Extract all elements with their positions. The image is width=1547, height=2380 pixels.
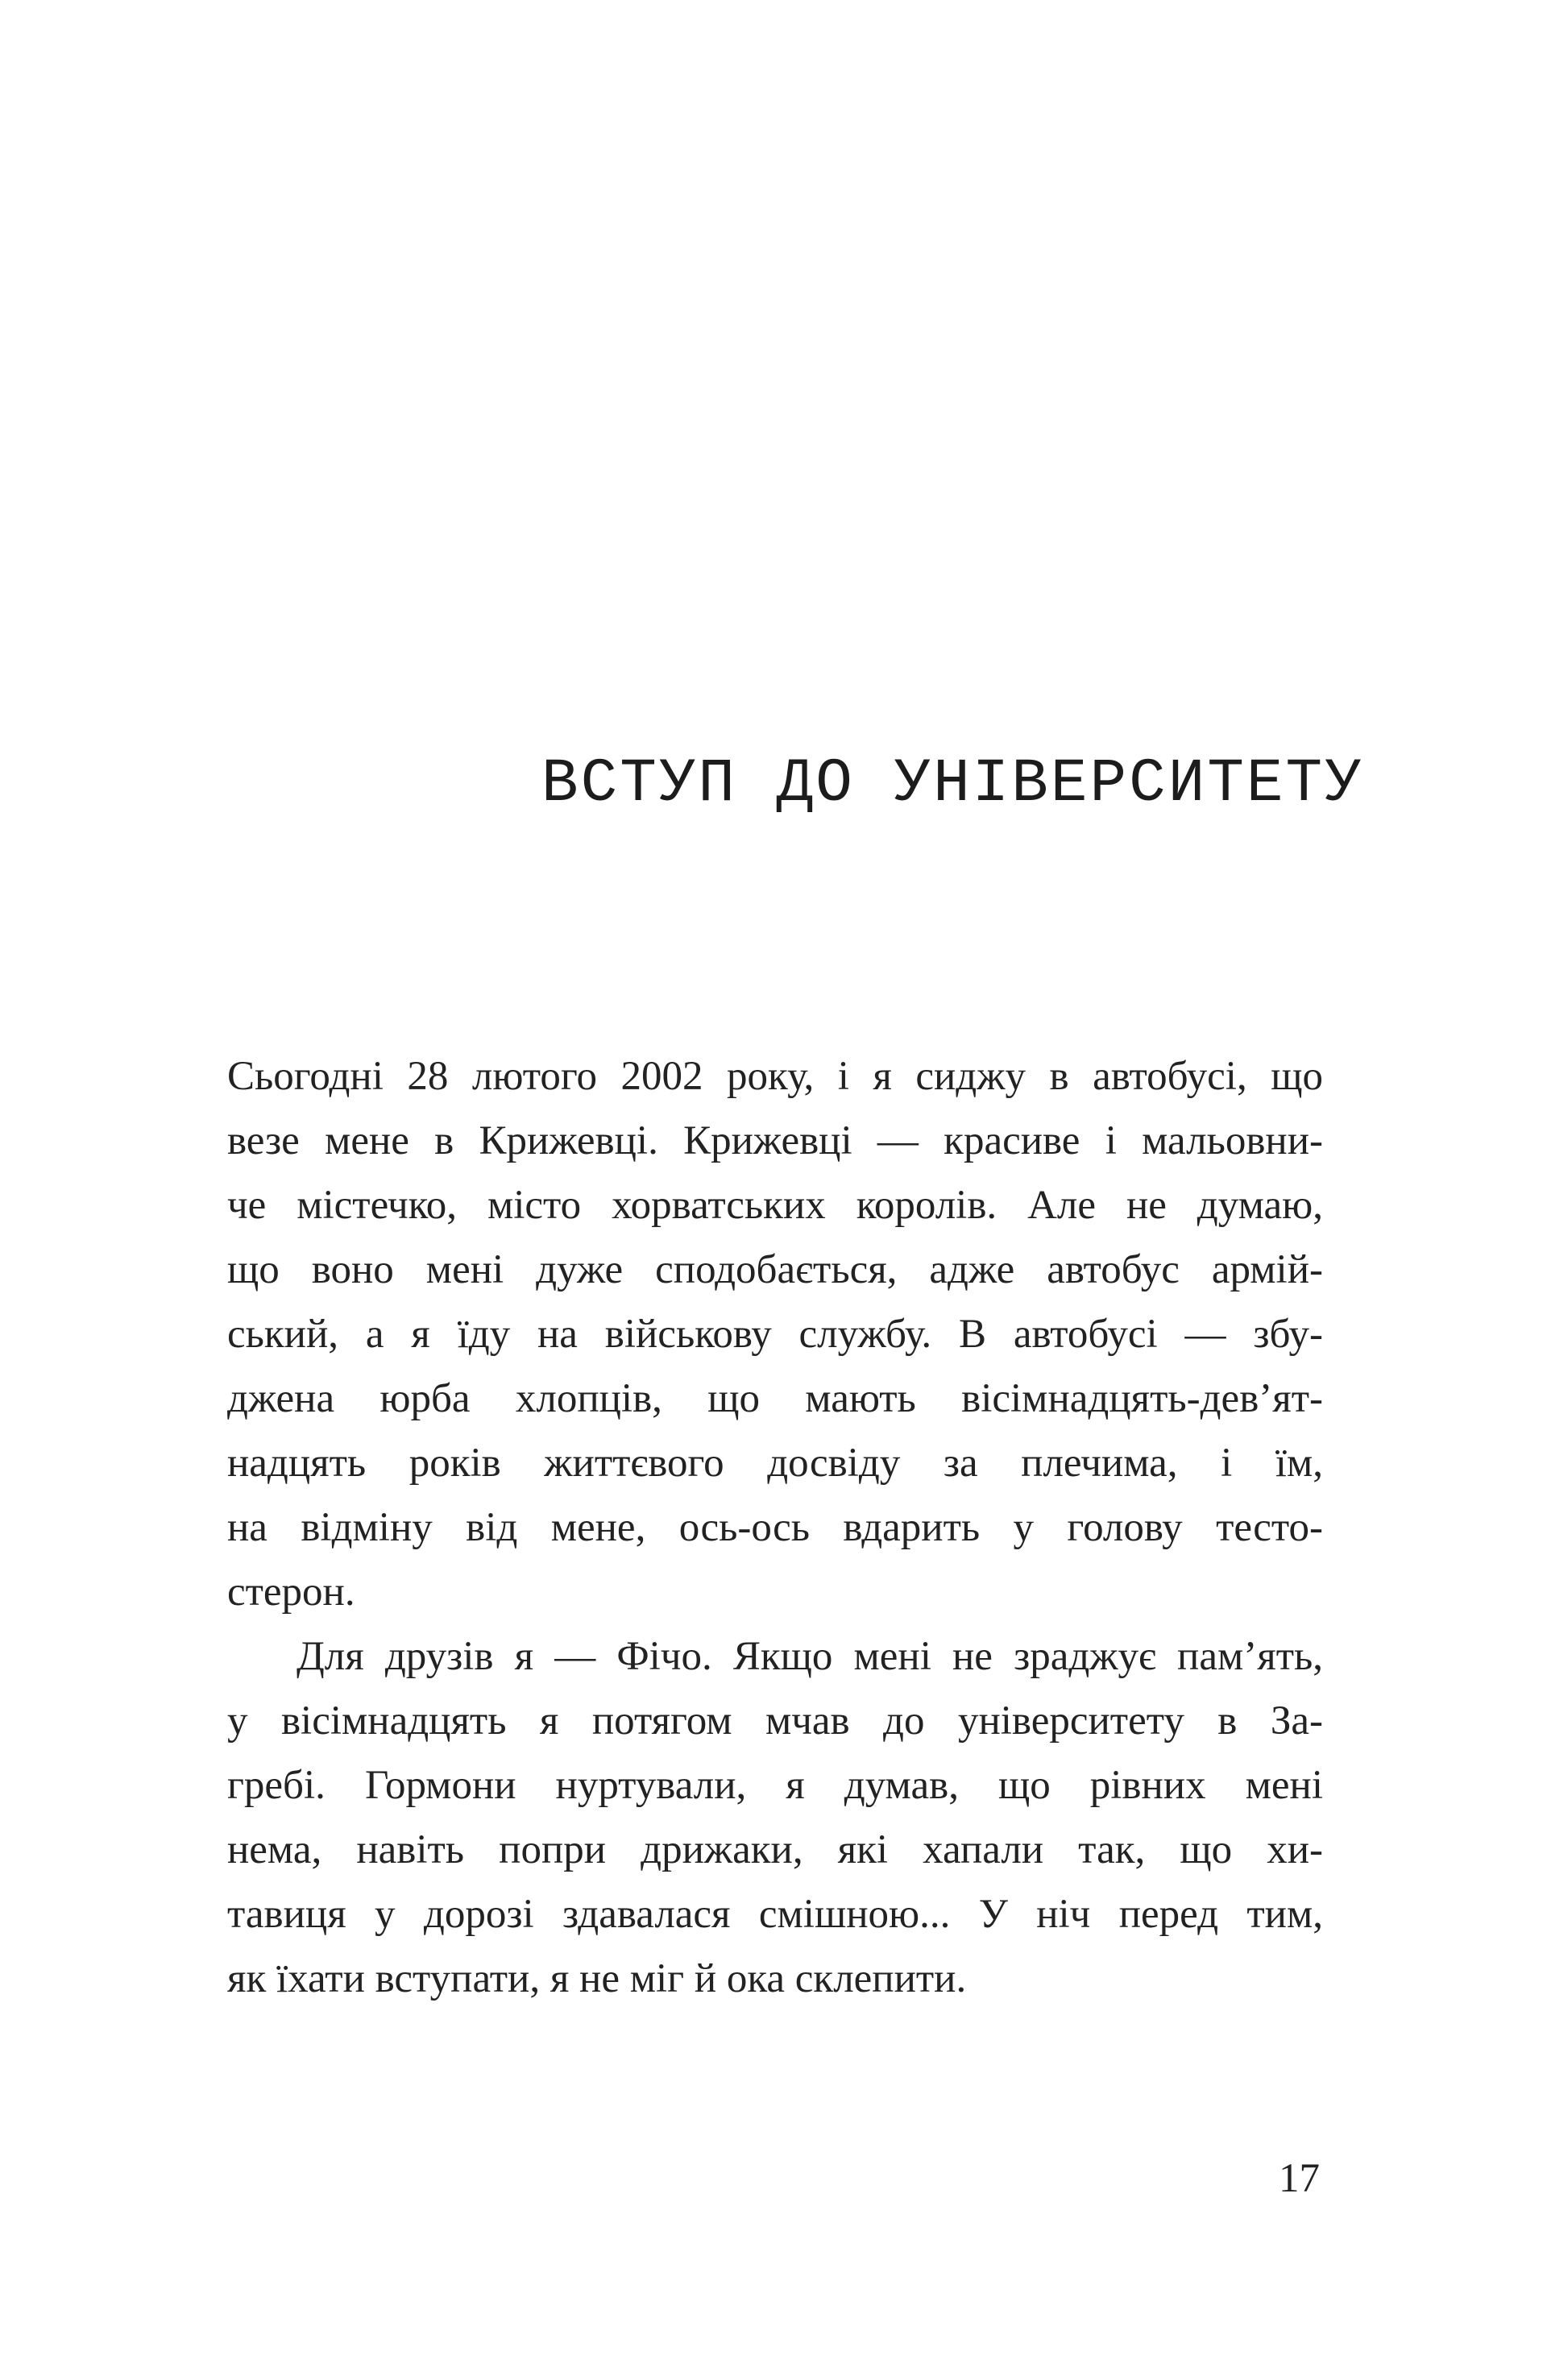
text-line: що воно мені дуже сподобається, адже автобус армій- [227, 1247, 1323, 1292]
text-line: надцять років життєвого досвіду за плечима, і їм, [227, 1441, 1323, 1486]
chapter-title: ВСТУП ДО УНІВЕРСИТЕТУ [541, 748, 1364, 819]
paragraph [227, 1624, 1323, 2011]
text-line: на відміну від мене, ось-ось вдарить у голову тесто- [227, 1505, 1323, 1550]
body-text [227, 1044, 1323, 2011]
text-line: джена юрба хлопців, що мають вісімнадцять-дев’ят- [227, 1376, 1323, 1421]
text-line: че містечко, місто хорватських королів. Але не думаю, [227, 1183, 1323, 1228]
text-line: стерон. [227, 1569, 355, 1615]
text-line: у вісімнадцять я потягом мчав до університету в За- [227, 1698, 1323, 1744]
text-line: везе мене в Крижевці. Крижевці — красиве і мальовни- [227, 1118, 1323, 1163]
text-line: тавиця у дорозі здавалася смішною... У ніч перед тим, [227, 1892, 1323, 1937]
text-line: ський, а я їду на військову службу. В автобусі — збу- [227, 1312, 1323, 1357]
text-line: Сьогодні 28 лютого 2002 року, і я сиджу в автобусі, що [227, 1054, 1323, 1099]
text-line: нема, навіть попри дрижаки, які хапали так, що хи- [227, 1827, 1323, 1872]
text-line: як їхати вступати, я не міг й ока склепити. [227, 1956, 967, 2001]
text-line: Для друзів я — Фічо. Якщо мені не зраджує пам’ять, [297, 1634, 1323, 1679]
page-number: 17 [1279, 2156, 1320, 2201]
text-line: гребі. Гормони нуртували, я думав, що рівних мені [227, 1763, 1323, 1808]
paragraph [227, 1044, 1323, 1624]
